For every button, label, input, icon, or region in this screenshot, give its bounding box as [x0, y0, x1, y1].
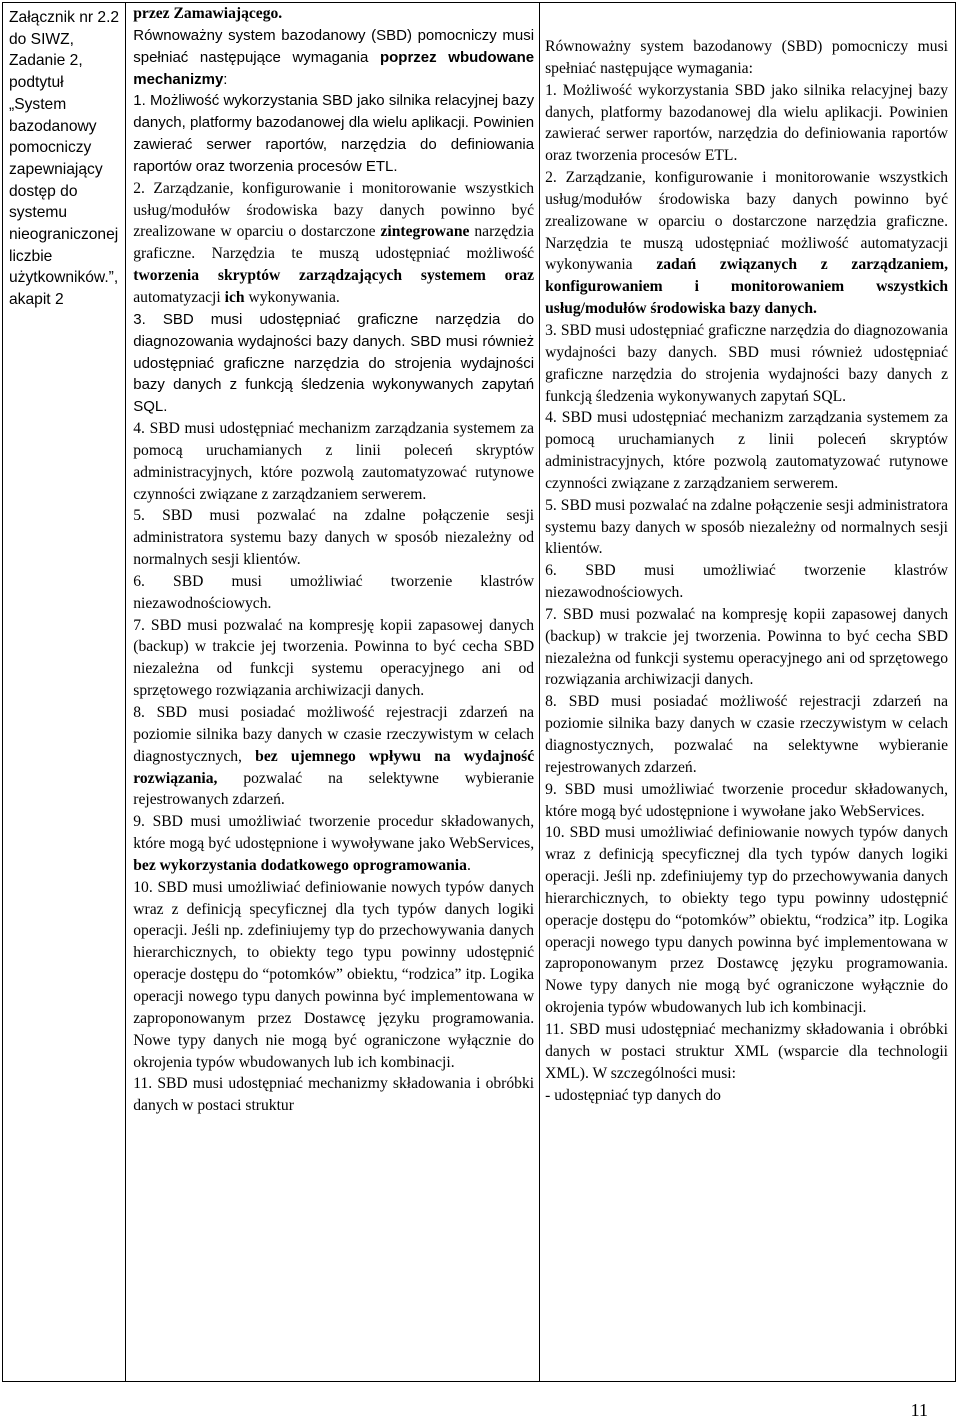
side-label: Załącznik nr 2.2 do SIWZ, Zadanie 2, podtytuł „System bazodanowy pomocniczy zapewniający dostęp do systemu nieograniczonej liczbie użytkowników.”, akapit 2: [9, 9, 120, 309]
paragraph: 10. SBD musi umożliwiać definiowanie nowych typów danych wraz z definicją specyficznej dla tych typów danych logiki operacji. Jeśli np. zdefiniujemy typ do przechowywania danych hierarchicznych, to obiekty tego typu powinny udostępnić operacje dostępu do “potomków” obiektu, “rodzica” itp. Logika operacji nowego typu danych powinna być implementowana w zaproponowanym przez Dostawcę języku programowania. Nowe typy danych nie mogą być ograniczone wyłącznie do okrojenia typów wbudowanych lub ich kombinacji.: [133, 878, 535, 1071]
reference-cell: [3, 3, 126, 1382]
paragraph: 1. Możliwość wykorzystania SBD jako silnika relacyjnej bazy danych, platformy bazodanowej dla wielu aplikacji. Powinien zawierać serwer raportów, narzędzia do definiowania raportów oraz tworzenia procesów ETL.: [133, 92, 535, 175]
paragraph: 6. SBD musi umożliwiać tworzenie klastrów niezawodnościowych.: [545, 562, 948, 602]
paragraph: 6. SBD musi umożliwiać tworzenie klastrów niezawodnościowych.: [133, 572, 535, 612]
paragraph: - udostępniać typ danych do: [545, 1086, 721, 1104]
paragraph: 2. Zarządzanie, konfigurowanie i monitorowanie wszystkich usług/modułów środowiska bazy danych powinno być zrealizowane w oparciu o dostarczone zintegrowane narzędzia graficzne. Narzędzia te muszą udostępniać możliwość tworzenia skryptów zarządzających systemem oraz automatyzacji ich wykonywania.: [133, 179, 535, 306]
paragraph: 8. SBD musi posiadać możliwość rejestracji zdarzeń na poziomie silnika bazy danych w czasie rzeczywistym w celach diagnostycznych, bez ujemnego wpływu na wydajność rozwiązania, pozwalać na selektywne wybieranie rejestrowanych zdarzeń.: [133, 704, 535, 809]
paragraph: 7. SBD musi pozwalać na kompresję kopii zapasowej danych (backup) w trakcie jej tworzenia. Powinna to być cecha SBD niezależna od funkcji systemu operacyjnego ani od sprzętowego rozwiązania archiwizacji danych.: [545, 605, 948, 689]
required-spec-text: [126, 3, 539, 1381]
comparison-table: [2, 2, 956, 1382]
paragraph: 5. SBD musi pozwalać na zdalne połączenie sesji administratora systemu bazy danych w sposób niezależny od normalnych sesji klientów.: [133, 507, 535, 569]
paragraph: 8. SBD musi posiadać możliwość rejestracji zdarzeń na poziomie silnika bazy danych w czasie rzeczywistym w celach diagnostycznych, pozwalać na selektywne wybieranie rejestrowanych zdarzeń.: [545, 693, 948, 776]
paragraph: 9. SBD musi umożliwiać tworzenie procedur składowanych, które mogą być udostępnione i wywoływane jako WebServices, bez wykorzystania dodatkowego oprogramowania.: [133, 813, 535, 874]
paragraph: 11. SBD musi udostępniać mechanizmy składowania i obróbki danych w postaci struktur: [133, 1075, 535, 1115]
paragraph: 7. SBD musi pozwalać na kompresję kopii zapasowej danych (backup) w trakcie jej tworzenia. Powinna to być cecha SBD niezależna od funkcji systemu operacyjnego ani od sprzętowego rozwiązania archiwizacji danych.: [133, 616, 535, 700]
paragraph: 4. SBD musi udostępniać mechanizm zarządzania systemem za pomocą uruchamianych z linii poleceń skryptów administracyjnych, które pozwolą zautomatyzować rutynowe czynności związane z zarządzaniem serwerem.: [133, 420, 535, 503]
paragraph: 10. SBD musi umożliwiać definiowanie nowych typów danych wraz z definicją specyficznej dla tych typów danych logiki operacji. Jeśli np. zdefiniujemy typ do przechowywania danych hierarchicznych, to obiekty tego typu powinny udostępnić operacje dostępu do “potomków” obiektu, “rodzica” itp. Logika operacji nowego typu danych powinna być implementowana w zaproponowanym przez Dostawcę języku programowania. Nowe typy danych nie mogą być ograniczone wyłącznie do okrojenia typów wbudowanych lub ich kombinacji.: [545, 824, 948, 1017]
paragraph: 11. SBD musi udostępniać mechanizmy składowania i obróbki danych w postaci struktur XML (wsparcie dla technologii XML). W szczególności musi:: [545, 1020, 948, 1082]
paragraph: 1. Możliwość wykorzystania SBD jako silnika relacyjnej bazy danych, platformy bazodanowej dla wielu aplikacji. Powinien zawierać serwer raportów, narzędzia do definiowania raportów oraz tworzenia procesów ETL.: [545, 81, 948, 165]
paragraph: 3. SBD musi udostępniać graficzne narzędzia do diagnozowania wydajności bazy danych. SBD musi również udostępniać graficzne narzędzia do strojenia wydajności bazy danych z funkcją śledzenia wykonywanych zapytań SQL.: [133, 310, 535, 416]
paragraph: 2. Zarządzanie, konfigurowanie i monitorowanie wszystkich usług/modułów środowiska bazy danych powinno być zrealizowane w oparciu o dostarczone narzędzia graficzne. Narzędzia te muszą udostępniać możliwość automatyzacji wykonywania zadań związanych z zarządzaniem, konfigurowaniem i monitorowaniem wszystkich usług/modułów środowiska bazy danych.: [545, 169, 948, 318]
offered-spec-cell: [540, 3, 956, 1382]
offered-spec-text: [540, 3, 955, 1381]
paragraph: Równoważny system bazodanowy (SBD) pomocniczy musi spełniać następujące wymagania poprzez wbudowane mechanizmy:: [133, 26, 535, 88]
paragraph: 5. SBD musi pozwalać na zdalne połączenie sesji administratora systemu bazy danych w sposób niezależny od normalnych sesji klientów.: [545, 496, 948, 558]
paragraph: przez Zamawiającego.: [133, 5, 283, 22]
page-number: 11: [910, 1400, 928, 1420]
paragraph: 9. SBD musi umożliwiać tworzenie procedur składowanych, które mogą być udostępnione i wywołane jako WebServices.: [545, 780, 948, 820]
paragraph: 4. SBD musi udostępniać mechanizm zarządzania systemem za pomocą uruchamianych z linii poleceń skryptów administracyjnych, które pozwolą zautomatyzować rutynowe czynności związane z zarządzaniem serwerem.: [545, 409, 948, 492]
paragraph: 3. SBD musi udostępniać graficzne narzędzia do diagnozowania wydajności bazy danych. SBD musi również udostępniać graficzne narzędzia do strojenia wydajności bazy danych z funkcją śledzenia wykonywanych zapytań SQL.: [545, 321, 948, 405]
paragraph: Równoważny system bazodanowy (SBD) pomocniczy musi spełniać następujące wymagania:: [545, 38, 948, 77]
required-spec-cell: [126, 3, 540, 1382]
